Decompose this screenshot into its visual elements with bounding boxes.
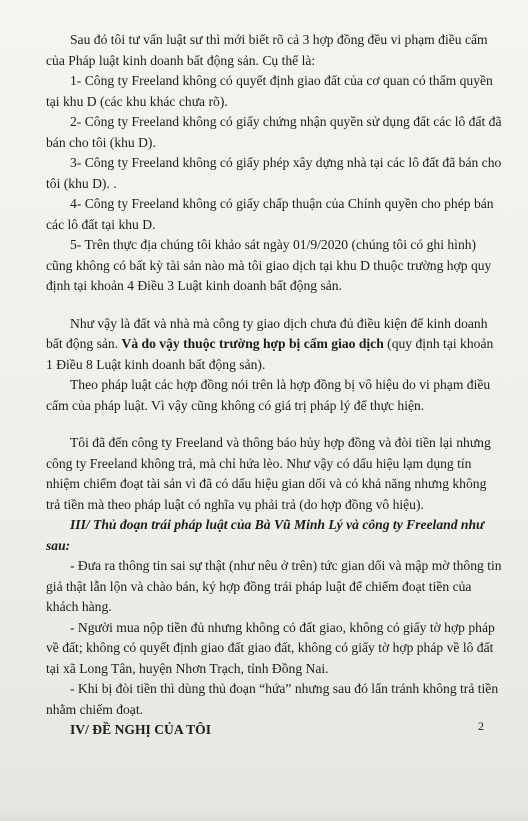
intro-paragraph: Sau đó tôi tư vấn luật sư thì mới biết rõ cả 3 hợp đồng đều vi phạm điều cấm của Pháp luật kinh doanh bất động sản. Cụ thể là: (46, 32, 488, 68)
conclusion-text-a: Như vậy là đất và nhà mà công ty giao dịch chưa đủ điều kiện để kinh doanh bất động sản. (46, 315, 488, 351)
page-shadow (0, 811, 528, 821)
tactic-bullet-3: - Khi bị đòi tiền thì dùng thủ đoạn “hứa” nhưng sau đó lẩn tránh không trả tiền nhằm chiếm đoạt. (46, 681, 499, 717)
violation-item-2: 2- Công ty Freeland không có giấy chứng nhận quyền sử dụng đất các lô đất đã bán cho tôi (khu D). (46, 114, 502, 150)
paragraph-gap (46, 416, 502, 433)
section-4-heading: IV/ ĐỀ NGHỊ CỦA TÔI (70, 722, 212, 737)
conclusion-paragraph (46, 314, 502, 376)
tactic-bullet-2: - Người mua nộp tiền đủ nhưng không có đất giao, không có giấy tờ hợp pháp về đất; không có quyết định giao đất giao đất, không có giấy tờ hợp pháp về lô đất tại xã Long Tân, huyện Nhơn Trạch, tỉnh Đồng Nai. (46, 619, 495, 676)
tactic-bullet-1: - Đưa ra thông tin sai sự thật (như nêu ở trên) tức gian dối và mập mờ thông tin giả thật lẫn lộn và chào bán, ký hợp đồng trái pháp luật để chiếm đoạt tiền của khách hàng. (46, 558, 502, 614)
violation-item-5: 5- Trên thực địa chúng tôi khảo sát ngày 01/9/2020 (chúng tôi có ghi hình) cũng không có bất kỳ tài sản nào mà tôi giao dịch tại khu D thuộc trường hợp quy định tại khoản 4 Điều 3 Luật kinh doanh bất động sản. (46, 237, 492, 293)
page-number: 2 (478, 719, 484, 733)
section-3-heading: III/ Thủ đoạn trái pháp luật của Bà Vũ Minh Lý và công ty Freeland như sau: (46, 517, 485, 553)
visit-paragraph: Tôi đã đến công ty Freeland và thông báo hủy hợp đồng và đòi tiền lại nhưng công ty Freeland không trả, mà chỉ hứa lèo. Như vậy có dấu hiệu lạm dụng tín nhiệm chiếm đoạt tài sản vì đã có dấu hiệu gian dối và có khả năng nhưng không trả tiền mà theo pháp luật có nghĩa vụ phải trả (do hợp đồng vô hiệu). (46, 435, 491, 512)
legal-paragraph: Theo pháp luật các hợp đồng nói trên là hợp đồng bị vô hiệu do vi phạm điều cấm của pháp luật. Vì vậy cũng không có giá trị pháp lý để thực hiện. (46, 377, 491, 413)
violation-item-4: 4- Công ty Freeland không có giấy chấp thuận của Chính quyền cho phép bán các lô đất tại khu D. (46, 196, 494, 232)
paragraph-gap (46, 297, 502, 314)
violation-item-3: 3- Công ty Freeland không có giấy phép xây dựng nhà tại các lô đất đã bán cho tôi (khu D). . (46, 155, 502, 191)
violation-item-1: 1- Công ty Freeland không có quyết định giao đất của cơ quan có thẩm quyền tại khu D (các khu khác chưa rõ). (46, 73, 493, 109)
conclusion-text-b: (quy định tại khoản 1 Điều 8 Luật kinh doanh bất động sản). (46, 336, 494, 372)
conclusion-bold-text: Và do vậy thuộc trường hợp bị cấm giao dịch (121, 336, 384, 351)
